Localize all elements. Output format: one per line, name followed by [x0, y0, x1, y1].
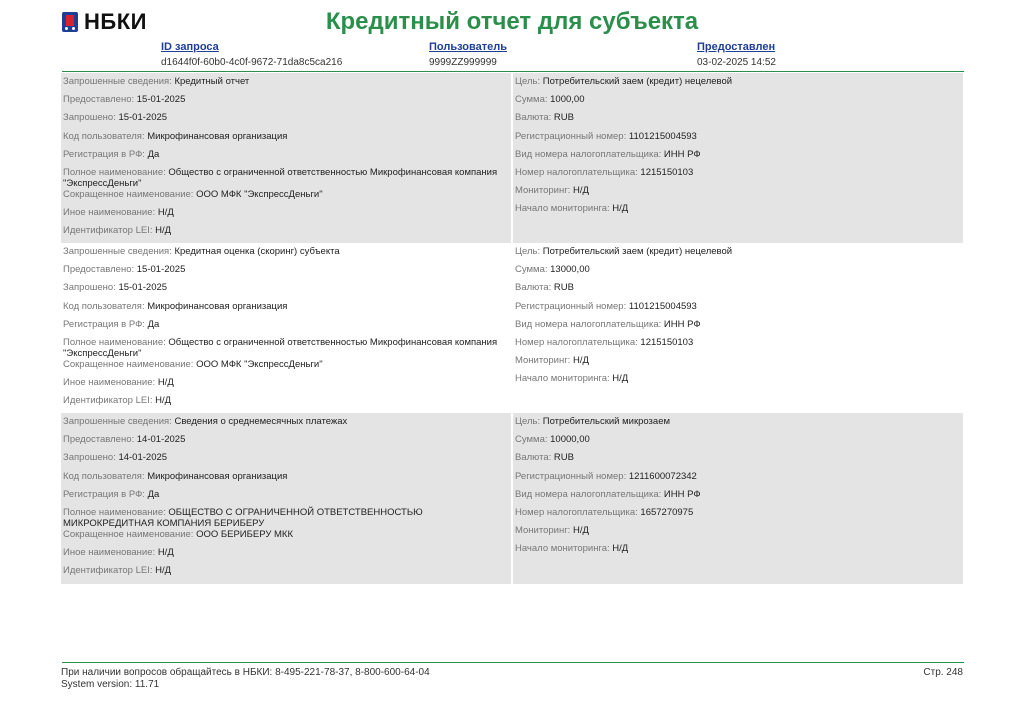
field-value: Н/Д	[612, 373, 629, 385]
field-label: Регистрация в РФ:	[63, 488, 148, 500]
field-label: Регистрационный номер:	[515, 300, 629, 312]
field-value: ООО МФК "ЭкспрессДеньги"	[196, 358, 323, 370]
field-label: Сокращенное наименование:	[63, 358, 197, 370]
field-row	[61, 547, 511, 565]
field-label: Сумма:	[515, 94, 551, 106]
field-value: Н/Д	[572, 355, 589, 367]
user-label: Пользователь	[429, 41, 508, 53]
field-value: 1000,00	[550, 94, 585, 106]
field-value: Сведения о среднемесячных платежах	[174, 416, 348, 427]
field-value: Потребительский заем (кредит) нецелевой	[542, 246, 733, 257]
request-id-value: d1644f0f-60b0-4c0f-9672-71da8c5ca216	[161, 57, 343, 68]
field-label: Вид номера налогоплательщика:	[515, 488, 664, 500]
field-label: Код пользователя:	[63, 130, 148, 142]
field-row	[513, 355, 963, 373]
request-id-label: ID запроса	[161, 41, 219, 53]
field-value: Н/Д	[157, 547, 174, 559]
field-label: Сокращенное наименование:	[63, 188, 197, 200]
field-row	[513, 507, 963, 525]
field-value: Н/Д	[157, 377, 174, 389]
field-label: Идентификатор LEI:	[63, 225, 156, 237]
field-row	[61, 452, 511, 470]
field-label: Полное наименование:	[63, 166, 169, 178]
field-row	[513, 149, 963, 167]
field-label: Цель:	[515, 416, 543, 427]
field-row	[513, 543, 963, 561]
field-value: 1215150103	[640, 336, 694, 348]
field-row	[513, 489, 963, 507]
provided-label: Предоставлен	[697, 41, 776, 53]
inquiry-section	[61, 243, 963, 413]
loan-details-column	[513, 73, 963, 243]
page-number: Стр. 248	[923, 667, 963, 678]
field-row	[513, 282, 963, 300]
field-value: Микрофинансовая организация	[147, 470, 288, 482]
loan-details-column	[513, 413, 963, 584]
field-label: Начало мониторинга:	[515, 373, 613, 385]
field-label: Иное наименование:	[63, 207, 158, 219]
field-row	[513, 167, 963, 185]
field-row	[61, 149, 511, 167]
footer-version: System version: 11.71	[61, 679, 160, 690]
field-row	[513, 337, 963, 355]
field-row	[513, 416, 963, 434]
field-label: Сумма:	[515, 264, 551, 276]
field-label: Вид номера налогоплательщика:	[515, 148, 664, 160]
field-value: 15-01-2025	[136, 94, 186, 106]
field-label: Цель:	[515, 76, 543, 87]
field-row	[513, 185, 963, 203]
field-row	[513, 203, 963, 221]
field-row	[513, 131, 963, 149]
field-row	[61, 565, 511, 583]
field-value: Кредитная оценка (скоринг) субъекта	[174, 246, 340, 257]
field-label: Запрошено:	[63, 452, 119, 464]
user-block	[429, 40, 507, 68]
field-label: Валюта:	[515, 112, 554, 124]
field-value: Да	[147, 318, 160, 330]
page-title: Кредитный отчет для субъекта	[325, 8, 699, 35]
provided-block	[697, 40, 776, 68]
field-row	[61, 507, 511, 529]
field-value: Микрофинансовая организация	[147, 300, 288, 312]
field-value: Микрофинансовая организация	[147, 130, 288, 142]
field-row	[61, 225, 511, 243]
inquiry-section	[61, 413, 963, 584]
field-row	[61, 489, 511, 507]
field-value: ИНН РФ	[663, 318, 701, 330]
field-row	[61, 189, 511, 207]
field-row	[513, 319, 963, 337]
field-value: Н/Д	[572, 185, 589, 197]
field-label: Код пользователя:	[63, 470, 148, 482]
field-label: Идентификатор LEI:	[63, 395, 156, 407]
field-label: Цель:	[515, 246, 543, 257]
loan-details-column	[513, 243, 963, 413]
field-value: Потребительский микрозаем	[542, 416, 671, 427]
field-value: ИНН РФ	[663, 488, 701, 500]
field-value: RUB	[553, 112, 574, 124]
field-value: Да	[147, 148, 160, 160]
provided-value: 03-02-2025 14:52	[697, 57, 776, 68]
field-value: 1101215004593	[628, 130, 697, 142]
field-value: 15-01-2025	[118, 282, 168, 294]
field-row	[61, 529, 511, 547]
field-value: ИНН РФ	[663, 148, 701, 160]
field-value: 13000,00	[550, 264, 590, 276]
field-row	[513, 301, 963, 319]
field-row	[61, 434, 511, 452]
field-row	[61, 359, 511, 377]
field-row	[61, 207, 511, 225]
field-value: 15-01-2025	[136, 264, 186, 276]
field-row	[513, 76, 963, 94]
field-label: Мониторинг:	[515, 185, 573, 197]
field-label: Мониторинг:	[515, 355, 573, 367]
field-label: Иное наименование:	[63, 377, 158, 389]
field-row	[61, 94, 511, 112]
field-row	[513, 471, 963, 489]
field-label: Вид номера налогоплательщика:	[515, 318, 664, 330]
field-label: Начало мониторинга:	[515, 203, 613, 215]
field-value: Общество с ограниченной ответственностью Микрофинансовая компания "ЭкспрессДеньги"	[63, 166, 498, 189]
field-row	[61, 167, 511, 189]
field-label: Сокращенное наименование:	[63, 528, 197, 540]
field-row	[513, 264, 963, 282]
field-value: Н/Д	[157, 207, 174, 219]
field-row	[513, 434, 963, 452]
field-value: RUB	[553, 452, 574, 464]
field-value: ОБЩЕСТВО С ОГРАНИЧЕННОЙ ОТВЕТСТВЕННОСТЬЮ МИКРОКРЕДИТНАЯ КОМПАНИЯ БЕРИБЕРУ	[63, 506, 423, 529]
request-id-block	[161, 40, 342, 68]
field-label: Предоставлено:	[63, 434, 137, 446]
field-value: 1657270975	[640, 506, 694, 518]
field-value: Кредитный отчет	[174, 76, 250, 87]
field-value: 10000,00	[550, 434, 590, 446]
field-row	[61, 301, 511, 319]
field-row	[61, 112, 511, 130]
field-value: Да	[147, 488, 160, 500]
field-row	[513, 246, 963, 264]
field-value: Потребительский заем (кредит) нецелевой	[542, 76, 733, 87]
field-value: Н/Д	[155, 225, 172, 237]
inquiry-section	[61, 73, 963, 243]
field-value: ООО МФК "ЭкспрессДеньги"	[196, 188, 323, 200]
field-label: Запрошенные сведения:	[63, 416, 175, 427]
field-value: Н/Д	[155, 565, 172, 577]
field-value: Н/Д	[612, 543, 629, 555]
footer	[61, 667, 430, 691]
logo-text: НБКИ	[84, 9, 147, 34]
field-value: 1215150103	[640, 166, 694, 178]
field-label: Номер налогоплательщика:	[515, 336, 641, 348]
footer-contact: При наличии вопросов обращайтесь в НБКИ: 8-495-221-78-37, 8-800-600-64-04	[61, 667, 430, 678]
field-label: Предоставлено:	[63, 94, 137, 106]
field-row	[61, 76, 511, 94]
field-label: Сумма:	[515, 434, 551, 446]
field-value: 14-01-2025	[118, 452, 168, 464]
field-value: Н/Д	[612, 203, 629, 215]
field-value: Н/Д	[155, 395, 172, 407]
field-row	[61, 471, 511, 489]
field-label: Код пользователя:	[63, 300, 148, 312]
field-row	[513, 112, 963, 130]
header-divider	[62, 71, 964, 72]
field-row	[61, 377, 511, 395]
field-label: Запрошено:	[63, 112, 119, 124]
inquiry-details-column	[61, 243, 511, 413]
field-label: Валюта:	[515, 282, 554, 294]
field-value: 1211600072342	[628, 470, 697, 482]
field-value: Общество с ограниченной ответственностью Микрофинансовая компания "ЭкспрессДеньги"	[63, 336, 498, 359]
field-label: Регистрация в РФ:	[63, 148, 148, 160]
field-row	[513, 94, 963, 112]
field-row	[61, 337, 511, 359]
footer-divider	[62, 662, 964, 663]
field-label: Запрошенные сведения:	[63, 246, 175, 257]
field-label: Иное наименование:	[63, 547, 158, 559]
field-value: Н/Д	[572, 525, 589, 537]
field-row	[61, 395, 511, 413]
field-label: Полное наименование:	[63, 336, 169, 348]
user-value: 9999ZZ999999	[429, 57, 497, 68]
field-label: Регистрация в РФ:	[63, 318, 148, 330]
field-row	[61, 319, 511, 337]
field-row	[513, 452, 963, 470]
field-value: 15-01-2025	[118, 112, 168, 124]
field-label: Номер налогоплательщика:	[515, 506, 641, 518]
field-label: Мониторинг:	[515, 525, 573, 537]
field-row	[61, 246, 511, 264]
field-value: ООО БЕРИБЕРУ МКК	[196, 528, 293, 540]
field-row	[61, 264, 511, 282]
field-value: 14-01-2025	[136, 434, 186, 446]
field-label: Валюта:	[515, 452, 554, 464]
field-value: 1101215004593	[628, 300, 697, 312]
field-row	[61, 282, 511, 300]
field-row	[513, 525, 963, 543]
field-label: Запрошенные сведения:	[63, 76, 175, 87]
field-label: Полное наименование:	[63, 506, 169, 518]
field-label: Предоставлено:	[63, 264, 137, 276]
field-label: Начало мониторинга:	[515, 543, 613, 555]
field-label: Регистрационный номер:	[515, 130, 629, 142]
field-value: RUB	[553, 282, 574, 294]
field-row	[513, 373, 963, 391]
field-label: Идентификатор LEI:	[63, 565, 156, 577]
field-row	[61, 416, 511, 434]
inquiry-details-column	[61, 73, 511, 243]
field-label: Регистрационный номер:	[515, 470, 629, 482]
inquiry-details-column	[61, 413, 511, 584]
field-label: Номер налогоплательщика:	[515, 166, 641, 178]
field-label: Запрошено:	[63, 282, 119, 294]
field-row	[61, 131, 511, 149]
